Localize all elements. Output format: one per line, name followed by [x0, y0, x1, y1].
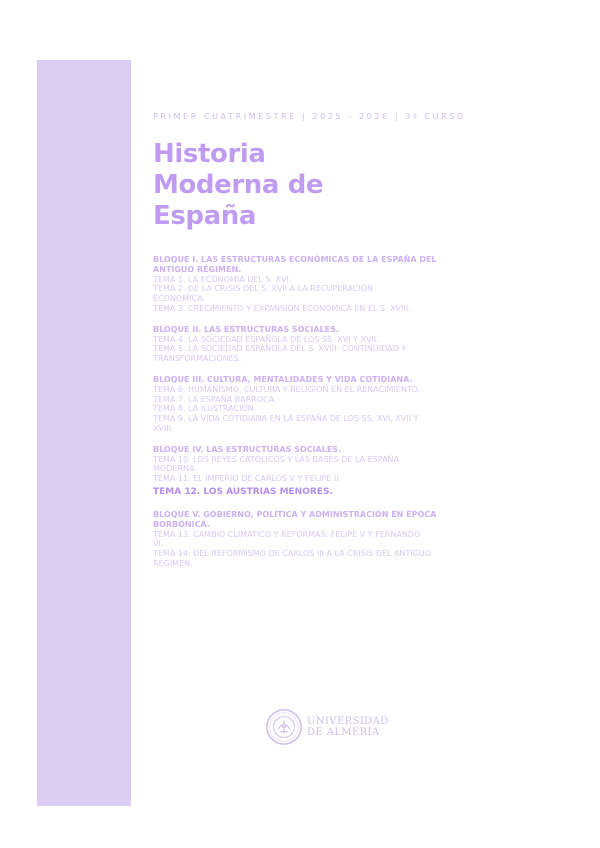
topic-line: TEMA 6. HUMANISMO, CULTURA Y RELIGIÓN EN EL RENACIMIENTO. — [153, 384, 421, 394]
page-title — [153, 139, 493, 232]
university-name-line: UNIVERSIDAD — [307, 716, 389, 727]
syllabus-block-3 — [153, 375, 493, 434]
university-name-line: DE ALMERÍA — [307, 727, 380, 738]
topic-line: TEMA 8. LA ILUSTRACIÓN. — [153, 404, 257, 414]
block-heading: BORBÓNICA. — [153, 519, 210, 529]
topic-line: TEMA 14. DEL REFORMISMO DE CARLOS III A LA CRISIS DEL ANTIGUO — [153, 549, 432, 559]
topic-line: TEMA 1. LA ECONOMÍA DEL S. XVI. — [153, 274, 292, 284]
title-line: Historia — [153, 139, 266, 169]
block-heading: ANTIGUO RÉGIMEN. — [153, 264, 242, 274]
syllabus-block-2 — [153, 325, 493, 364]
topic-line: TEMA 10. LOS REYES CATÓLICOS Y LAS BASES DE LA ESPAÑA — [153, 454, 399, 464]
topic-line: RÉGIMEN. — [153, 558, 193, 568]
block-heading: BLOQUE I. LAS ESTRUCTURAS ECONÓMICAS DE LA ESPAÑA DEL — [153, 255, 437, 264]
course-kicker: PRIMER CUATRIMESTRE | 2025 - 2026 | 3º CURSO — [153, 112, 466, 121]
syllabus-block-5 — [153, 510, 493, 569]
topic-line: TEMA 5. LA SOCIEDAD ESPAÑOLA DEL S. XVIII: CONTINUIDAD Y — [153, 344, 407, 354]
university-logo — [265, 707, 389, 747]
topic-line: VI. — [153, 539, 164, 549]
syllabus-block-1 — [153, 255, 493, 314]
decorative-side-band — [37, 60, 131, 806]
current-topic: TEMA 12. LOS AUSTRIAS MENORES. — [153, 486, 333, 497]
syllabus-block-4 — [153, 445, 493, 499]
block-heading: BLOQUE III. CULTURA, MENTALIDADES Y VIDA COTIDIANA. — [153, 374, 413, 384]
topic-line: TEMA 7. LA ESPAÑA BARROCA. — [153, 394, 277, 404]
topic-line: TEMA 2. DE LA CRISIS DEL S. XVII A LA RECUPERACIÓN — [153, 284, 374, 294]
topic-line: TEMA 13. CAMBIO CLIMÁTICO Y REFORMAS: FELIPE V Y FERNANDO — [153, 529, 421, 539]
university-seal-icon — [265, 708, 303, 746]
block-heading: BLOQUE IV. LAS ESTRUCTURAS SOCIALES. — [153, 444, 342, 454]
topic-line: TRANSFORMACIONES. — [153, 354, 242, 364]
title-line: Moderna de — [153, 170, 324, 200]
topic-line: XVIII. — [153, 423, 174, 433]
cover-content — [153, 112, 493, 580]
topic-line: TEMA 3. CRECIMIENTO Y EXPANSIÓN ECONÓMICA EN EL S. XVIII. — [153, 303, 411, 313]
topic-line: TEMA 4. LA SOCIEDAD ESPAÑOLA DE LOS SS. XVI Y XVII. — [153, 334, 379, 344]
block-heading: BLOQUE V. GOBIERNO, POLÍTICA Y ADMINISTRACIÓN EN ÉPOCA — [153, 509, 437, 519]
topic-line: TEMA 9. LA VIDA COTIDIANA EN LA ESPAÑA DE LOS SS. XVI, XVII Y — [153, 414, 419, 424]
university-name — [307, 716, 389, 738]
block-heading: BLOQUE II. LAS ESTRUCTURAS SOCIALES. — [153, 324, 339, 334]
syllabus-blocks — [153, 255, 493, 569]
topic-line: TEMA 11. EL IMPERIO DE CARLOS V Y FELIPE II. — [153, 474, 342, 484]
title-line: España — [153, 201, 257, 231]
topic-line: ECONÓMICA. — [153, 294, 205, 304]
topic-line: MODERNA. — [153, 464, 197, 474]
